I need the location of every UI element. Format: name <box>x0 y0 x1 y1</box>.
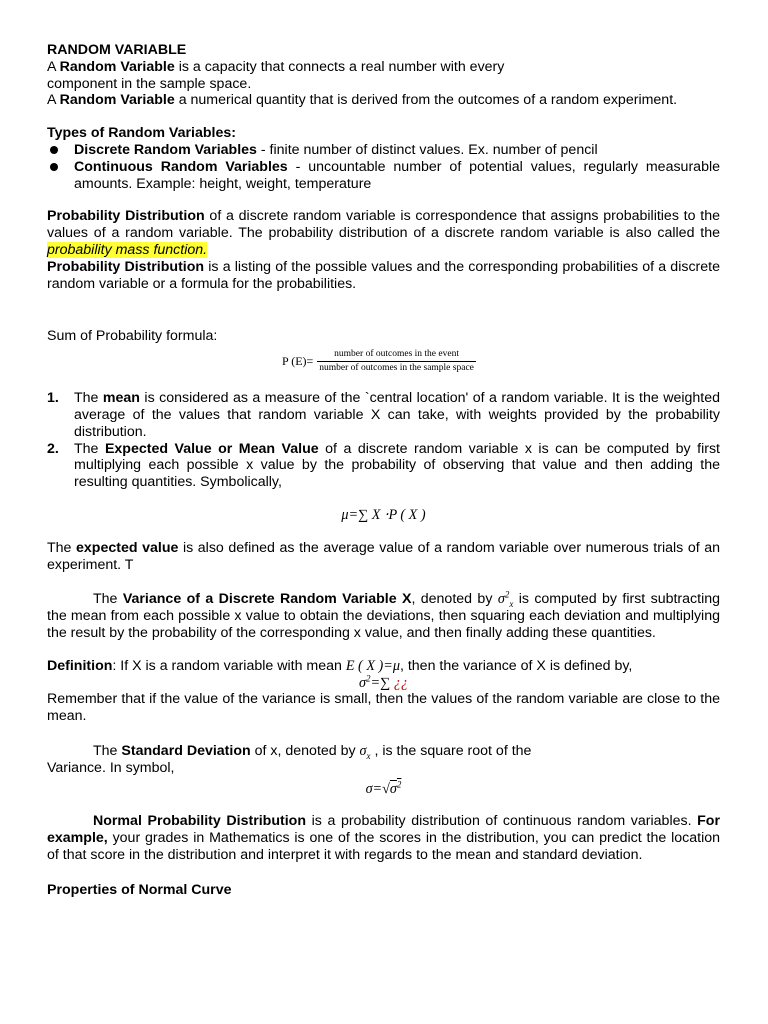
sigma-symbol: $\sigma_x$ <box>359 742 371 761</box>
prob-dist-paragraph-1: Probability Distribution of a discrete random variable is correspondence that assigns probabilities to the values of a random variable. The probability distribution of a discrete random variable is also called the probability mass function. <box>47 208 720 258</box>
numbered-list <box>47 390 720 491</box>
list-item: 1. The mean is considered as a measure of the `central location' of a random variable. It is the weighted average of the values that random variable X can take, with weights provided by the probability distribution. <box>47 390 720 440</box>
bullet-icon <box>50 163 58 171</box>
types-heading: Types of Random Variables: <box>47 125 236 142</box>
expected-value-paragraph: The expected value is also defined as the average value of a random variable over numerous trials of an experiment. T <box>47 539 721 573</box>
highlighted-term: probability mass function. <box>47 241 208 258</box>
sigma-symbol: $\sigma^2_x$ <box>497 589 514 610</box>
list-item: 2. The Expected Value or Mean Value of a discrete random variable x is can be computed by first multiplying each possible x value by the probability of observing that value and then adding the resulting quantities. Symbolically, <box>47 440 720 491</box>
properties-heading: Properties of Normal Curve <box>47 881 232 898</box>
document-page <box>47 42 720 898</box>
formula-lhs: P (E)= <box>282 354 314 369</box>
stddev-line-2: Variance. In symbol, <box>47 759 175 776</box>
remember-paragraph: Remember that if the value of the variance is small, then the values of the random variable are close to the mean. <box>47 691 720 725</box>
formula-fraction <box>317 349 476 374</box>
fraction-denominator: number of outcomes in the sample space <box>319 363 474 374</box>
rv-definition-2: A Random Variable a numerical quantity that is derived from the outcomes of a random experiment. <box>47 92 678 109</box>
list-item: Continuous Random Variables - uncountable number of potential values, regularly measurable amounts. Example: height, weight, temperature <box>47 159 720 193</box>
mean-expression: E ( X )=μ <box>345 657 400 674</box>
definition-paragraph: Definition: If X is a random variable with mean E ( X )=μ, then the variance of X is defined by, <box>47 657 633 674</box>
page-title: RANDOM VARIABLE <box>47 42 187 58</box>
variance-formula: $\sigma^2=\sum$ ¿¿ <box>359 672 408 691</box>
normal-distribution-paragraph: Normal Probability Distribution is a probability distribution of continuous random variables. For example, your grades in Mathematics is one of the scores in the distribution, you can predict the location of that score in the distribution and interpret it with regards to the mean and standard deviation. <box>47 813 720 863</box>
fraction-numerator: number of outcomes in the event <box>317 349 476 362</box>
prob-dist-paragraph-2: Probability Distribution is a listing of the possible values and the corresponding probabilities of a discrete random variable or a formula for the probabilities. <box>47 258 720 292</box>
stddev-formula: $\sigma=√\sigma^2$ <box>365 778 402 797</box>
rv-definition-1: A Random Variable is a capacity that connects a real number with every component in the sample space. <box>47 58 505 92</box>
variance-paragraph: The Variance of a Discrete Random Variable X, denoted by $\sigma^2_x$ is computed by first subtracting the mean from each possible x value to obtain the deviations, then squaring each deviation and multiplying the result by the probability of the corresponding x value, and then finally adding these quantities. <box>47 589 721 641</box>
bullet-icon <box>50 146 58 154</box>
mean-formula: μ=∑ X ⋅P ( X ) <box>341 506 426 523</box>
sum-formula-label: Sum of Probability formula: <box>47 328 218 345</box>
sum-formula <box>47 349 720 374</box>
types-list <box>47 142 720 192</box>
stddev-paragraph: The Standard Deviation of x, denoted by $\sigma_x$ , is the square root of the <box>93 742 532 761</box>
list-item: Discrete Random Variables - finite number of distinct values. Ex. number of pencil <box>47 142 720 159</box>
